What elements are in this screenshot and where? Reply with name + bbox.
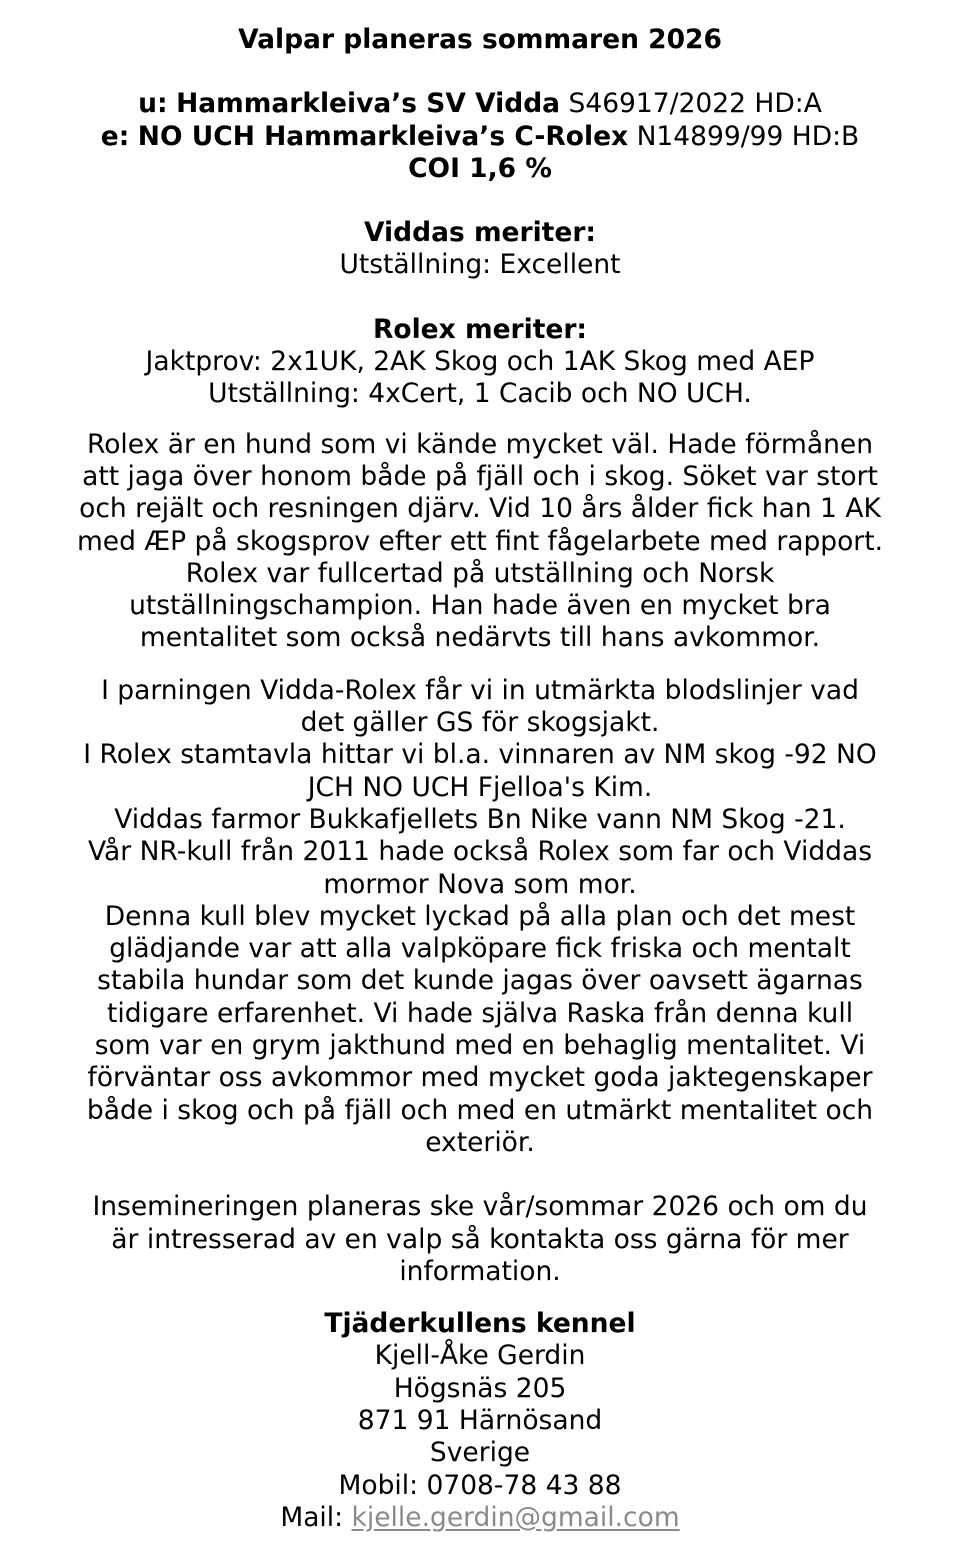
dam-name: NO UCH Hammarkleiva’s C-Rolex [137,120,629,152]
dam-registration: N14899/99 HD:B [636,120,860,152]
paragraph-line: I parningen Vidda-Rolex får vi in utmärkta blodslinjer vad [101,674,859,706]
contact-phone: Mobil: 0708-78 43 88 [338,1469,622,1501]
vidda-merits-heading: Viddas meriter: [364,217,596,249]
contact-postal: 871 91 Härnösand [357,1404,603,1436]
paragraph-line: Rolex är en hund som vi kände mycket väl. Hade förmånen [87,428,873,460]
paragraph-line: det gäller GS för skogsjakt. [300,707,660,739]
kennel-name: Tjäderkullens kennel [324,1308,636,1340]
vidda-merit-line: Utställning: Excellent [339,249,621,281]
paragraph-line: mormor Nova som mor. [323,868,637,900]
dam-prefix: e: [100,120,130,152]
paragraph-line: exteriör. [425,1126,535,1158]
mail-label: Mail: [280,1501,344,1533]
paragraph-line: JCH NO UCH Fjelloa's Kim. [307,771,653,803]
paragraph-line: Denna kull blev mycket lyckad på alla plan och det mest [104,900,856,932]
paragraph-line: att jaga över honom både på fjäll och i skog. Söket var stort [82,460,878,492]
sire-line [0,88,960,120]
contact-block [0,1308,960,1534]
breeding-paragraph [0,675,960,1159]
paragraph-line: och rejält och resningen djärv. Vid 10 års ålder fick han 1 AK [79,493,881,525]
contact-street: Högsnäs 205 [393,1372,567,1404]
email-link[interactable]: kjelle.gerdin@gmail.com [351,1501,680,1533]
paragraph-line: information. [399,1255,561,1287]
paragraph-line: utställningschampion. Han hade även en mycket bra [129,590,831,622]
sire-registration: S46917/2022 HD:A [568,88,822,120]
paragraph-line: både i skog och på fjäll och med en utmärkt mentalitet och [86,1094,874,1126]
paragraph-line: mentalitet som också nedärvts till hans avkommor. [139,622,821,654]
sire-prefix: u: [138,88,168,120]
rolex-merits-heading: Rolex meriter: [372,313,588,345]
spacer [0,282,960,314]
paragraph-line: med ÆP på skogsprov efter ett fint fågelarbete med rapport. [76,525,884,557]
paragraph-line: I Rolex stamtavla hittar vi bl.a. vinnaren av NM skog -92 NO [83,739,877,771]
paragraph-line: är intresserad av en valp så kontakta oss gärna för mer [111,1223,849,1255]
paragraph-line: Insemineringen planeras ske vår/sommar 2026 och om du [92,1191,868,1223]
spacer [0,1288,960,1308]
sire-name: Hammarkleiva’s SV Vidda [176,88,561,120]
spacer [0,1159,960,1191]
contact-name: Kjell-Åke Gerdin [374,1340,586,1372]
rolex-merit-line: Jaktprov: 2x1UK, 2AK Skog och 1AK Skog med AEP [145,346,815,378]
spacer [0,411,960,429]
spacer [0,655,960,675]
paragraph-line: stabila hundar som det kunde jagas över oavsett ägarnas [97,965,863,997]
paragraph-line: Rolex var fullcertad på utställning och Norsk [185,557,775,589]
dam-line [0,121,960,153]
paragraph-line: glädjande var att alla valpköpare fick friska och mentalt [109,933,851,965]
paragraph-line: som var en grym jakthund med en behaglig mentalitet. Vi [94,1030,866,1062]
spacer [0,56,960,88]
contact-mail-line [0,1502,960,1534]
paragraph-line: förväntar oss avkommor med mycket goda jaktegenskaper [87,1062,873,1094]
contact-country: Sverige [429,1437,531,1469]
coi-value: COI 1,6 % [408,152,552,184]
paragraph-line: Viddas farmor Bukkafjellets Bn Nike vann NM Skog -21. [114,803,846,835]
paragraph-line: tidigare erfarenhet. Vi hade själva Raska från denna kull [106,997,854,1029]
page-title: Valpar planeras sommaren 2026 [238,24,722,55]
rolex-merit-line: Utställning: 4xCert, 1 Cacib och NO UCH. [208,378,752,410]
insemination-paragraph [0,1191,960,1288]
spacer [0,185,960,217]
rolex-description-paragraph [0,429,960,655]
paragraph-line: Vår NR-kull från 2011 hade också Rolex som far och Viddas [87,836,873,868]
